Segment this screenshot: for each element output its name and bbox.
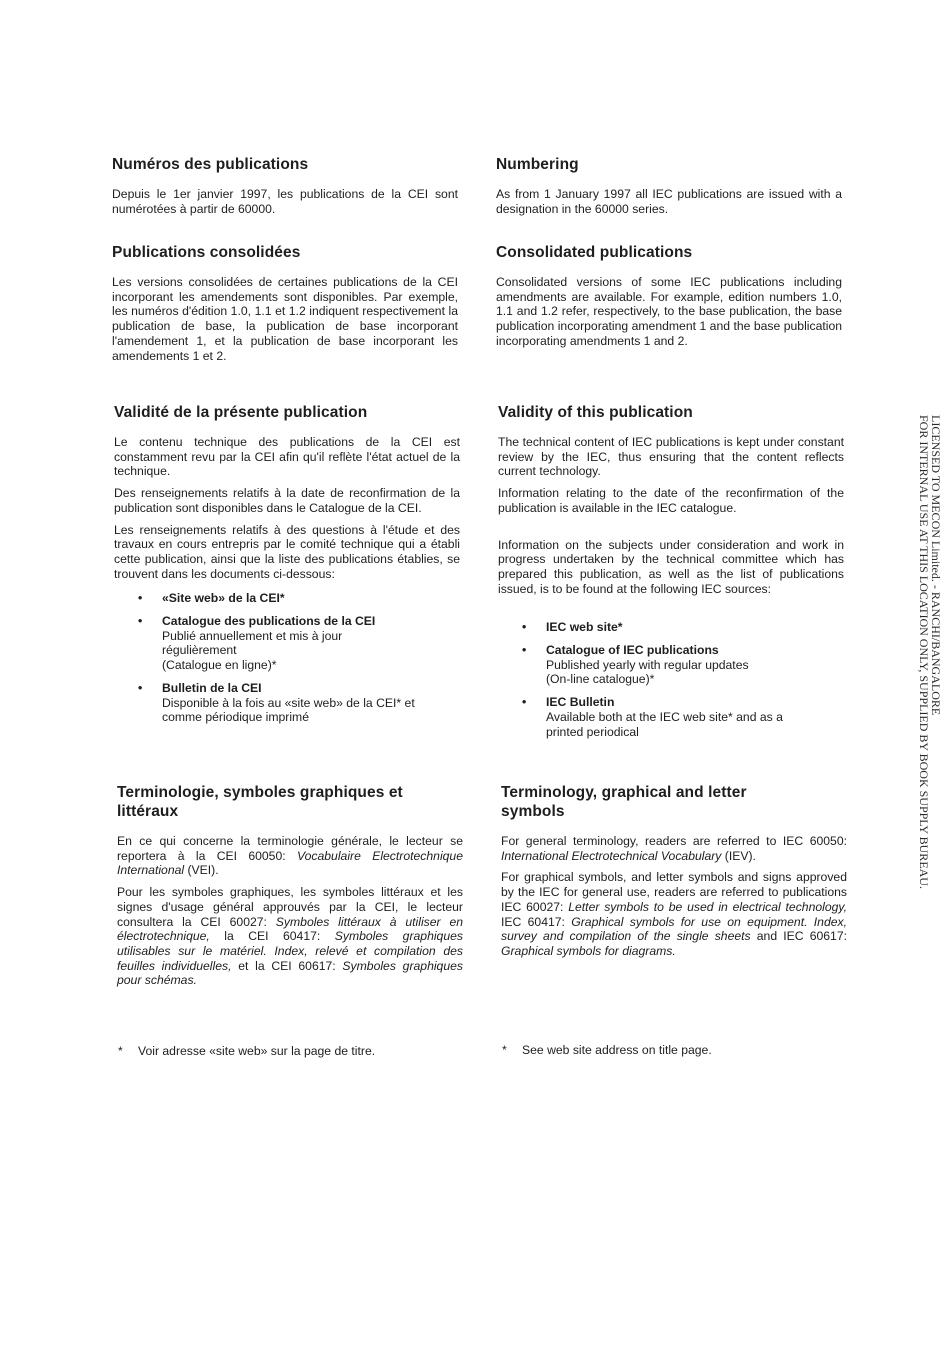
en-bullet2-title: Catalogue of IEC publications: [546, 643, 719, 658]
fr-term-p2-c: et la CEI 60617:: [231, 958, 343, 973]
fr-bullet1-title: «Site web» de la CEI*: [162, 591, 285, 606]
en-validity-title: Validity of this publication: [498, 404, 693, 421]
en-consolidated-text: Consolidated versions of some IEC publications including amendments are available. For example, edition numbers 1.0, 1.1 and 1.2 refer, respectively, to the base publication, the base publication incorporating amendment 1 and the base publication incorporating amendments 1 and 2.: [496, 275, 842, 348]
fr-terminology-section: [117, 783, 463, 988]
fr-validity-p2: Des renseignements relatifs à la date de reconfirmation de la publication sont disponibles dans le Catalogue de la CEI.: [114, 486, 460, 515]
fr-numbering-title: Numéros des publications: [112, 156, 309, 173]
en-term-p2-italic3: Graphical symbols for diagrams.: [501, 943, 676, 958]
list-item: [138, 614, 460, 673]
fr-validity-section: [114, 403, 460, 733]
en-validity-p1: The technical content of IEC publications is kept under constant review by the IEC, thus ensuring that the content reflects current technology.: [498, 435, 844, 479]
en-consolidated-section: [496, 243, 842, 349]
en-numbering-title: Numbering: [496, 156, 579, 173]
license-stamp-line1: LICENSED TO MECON Limited. - RANCHI/BANGALORE: [929, 415, 943, 716]
fr-consolidated-section: [112, 243, 458, 363]
list-item: [522, 695, 844, 739]
list-item: [138, 591, 460, 606]
en-bullet2-line2: (On-line catalogue)*: [546, 672, 655, 687]
en-term-p2-c: and IEC 60617:: [750, 929, 847, 944]
en-term-p2-a: For graphical symbols, and letter symbols and signs approved by the IEC for general use, readers are referred to publications IEC 60027:: [501, 870, 847, 914]
fr-term-p2-b: la CEI 60417:: [209, 929, 335, 944]
license-stamp: [918, 415, 942, 935]
en-term-p2-italic1: Letter symbols to be used in electrical technology,: [568, 899, 847, 914]
fr-term-p2-italic2: Symboles graphiques utilisables sur le matériel. Index, relevé et compilation des feuilles individuelles,: [117, 929, 463, 973]
fr-terminology-p1: [117, 834, 463, 878]
bullet-icon: •: [138, 591, 143, 606]
en-footnote-text: See web site address on title page.: [522, 1043, 712, 1057]
fr-numbering-text: Depuis le 1er janvier 1997, les publications de la CEI sont numérotées à partir de 60000.: [112, 187, 458, 216]
asterisk-icon: *: [118, 1044, 123, 1058]
en-validity-p3: Information on the subjects under consideration and work in progress undertaken by the technical committee which has prepared this publication, as well as the list of publications issued, is to be found at the following IEC sources:: [498, 537, 844, 596]
fr-term-p1-italic: Vocabulaire Electrotechnique International: [117, 848, 463, 878]
en-terminology-p2: [501, 870, 847, 958]
en-bullet2-line1: Published yearly with regular updates: [546, 657, 749, 672]
fr-consolidated-title: Publications consolidées: [112, 244, 301, 261]
fr-footnote-text: Voir adresse «site web» sur la page de titre.: [138, 1044, 376, 1058]
fr-bullet3-line1: Disponible à la fois au «site web» de la CEI* et comme périodique imprimé: [162, 695, 415, 725]
fr-numbering-section: [112, 155, 458, 216]
fr-bullet2-line1: Publié annuellement et mis à jour régulièrement: [162, 628, 343, 658]
en-validity-p2: Information relating to the date of the reconfirmation of the publication is available in the IEC catalogue.: [498, 486, 844, 515]
list-item: [522, 643, 844, 687]
fr-footnote: [118, 1044, 375, 1059]
fr-validity-p3: Les renseignements relatifs à des questions à l'étude et des travaux en cours entrepris par le comité technique qui a établi cette publication, ainsi que la liste des publications établies, se trouvent dans les documents ci-dessous:: [114, 522, 460, 581]
en-bullet1-title: IEC web site*: [546, 620, 623, 635]
fr-sources-list: [114, 591, 460, 725]
bullet-icon: •: [522, 620, 527, 635]
en-numbering-text: As from 1 January 1997 all IEC publications are issued with a designation in the 60000 series.: [496, 187, 842, 216]
license-stamp-line2: FOR INTERNAL USE AT THIS LOCATION ONLY, SUPPLIED BY BOOK SUPPLY BUREAU.: [917, 415, 931, 889]
list-item: [522, 620, 844, 635]
fr-consolidated-text: Les versions consolidées de certaines publications de la CEI incorporant les amendements sont disponibles. Par exemple, les numéros d'édition 1.0, 1.1 et 1.2 indiquent respectivement la publication de base, la publication de base incorporant l'amendement 1, et la publication de base incorporant les amendements 1 et 2.: [112, 275, 458, 363]
fr-term-p2-italic3: Symboles graphiques pour schémas.: [117, 958, 463, 988]
en-terminology-title: Terminology, graphical and letter symbols: [501, 784, 747, 820]
bullet-icon: •: [138, 614, 143, 629]
en-bullet3-title: IEC Bulletin: [546, 695, 615, 710]
asterisk-icon: *: [502, 1043, 507, 1057]
en-consolidated-title: Consolidated publications: [496, 244, 693, 261]
fr-bullet2-title: Catalogue des publications de la CEI: [162, 614, 376, 629]
en-numbering-section: [496, 155, 842, 216]
en-term-p1-a: For general terminology, readers are referred to IEC 60050:: [501, 834, 847, 848]
en-term-p2-b: IEC 60417:: [501, 914, 572, 929]
fr-terminology-title: Terminologie, symboles graphiques et littéraux: [117, 784, 403, 820]
fr-validity-p1: Le contenu technique des publications de la CEI est constamment revu par la CEI afin qu'il reflète l'état actuel de la technique.: [114, 435, 460, 479]
fr-terminology-p2: [117, 885, 463, 988]
en-term-p1-b: (IEV).: [721, 848, 756, 863]
en-bullet3-line1: Available both at the IEC web site* and as a printed periodical: [546, 709, 783, 739]
fr-bullet2-line2: (Catalogue en ligne)*: [162, 658, 277, 673]
en-validity-section: [498, 403, 844, 747]
fr-bullet3-title: Bulletin de la CEI: [162, 680, 262, 695]
list-item: [138, 681, 460, 725]
en-footnote: [502, 1043, 712, 1058]
fr-term-p2-italic1: Symboles littéraux à utiliser en électrotechnique,: [117, 914, 464, 944]
fr-term-p2-a: Pour les symboles graphiques, les symboles littéraux et les signes d'usage général approuvés par la CEI, le lecteur consultera la CEI 60027:: [117, 885, 463, 929]
en-terminology-section: [501, 783, 847, 959]
en-term-p2-italic2: Graphical symbols for use on equipment. Index, survey and compilation of the single sheets: [501, 914, 847, 944]
fr-term-p1-a: En ce qui concerne la terminologie générale, le lecteur se reportera à la CEI 60050:: [117, 834, 463, 863]
fr-term-p1-b: (VEI).: [184, 863, 219, 878]
en-terminology-p1: [501, 834, 847, 863]
bullet-icon: •: [522, 643, 527, 658]
bullet-icon: •: [522, 695, 527, 710]
fr-validity-title: Validité de la présente publication: [114, 404, 368, 421]
en-term-p1-italic: International Electrotechnical Vocabulary: [501, 848, 722, 863]
bullet-icon: •: [138, 680, 143, 695]
en-sources-list: [498, 620, 844, 739]
